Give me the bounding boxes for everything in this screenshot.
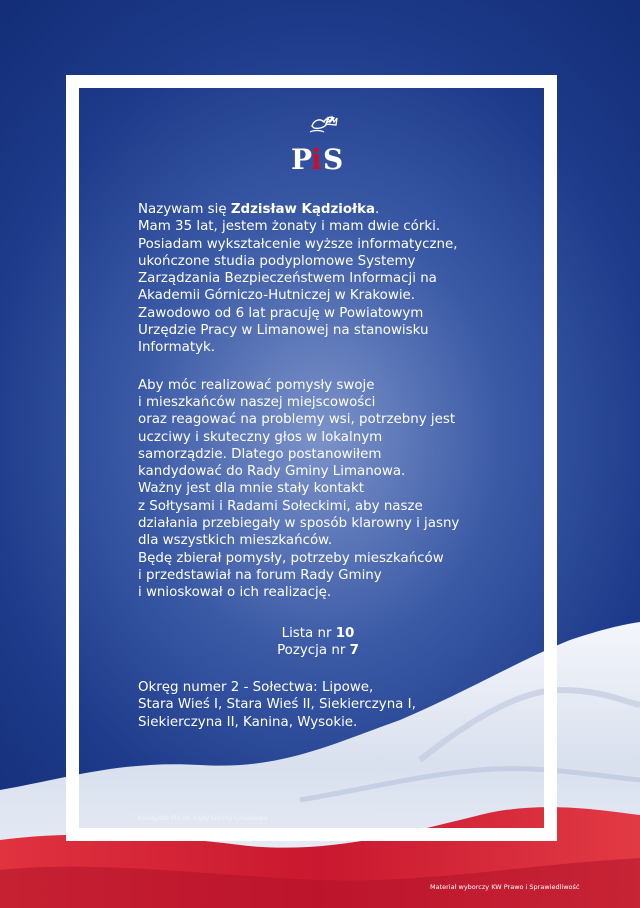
list-label: Lista nr: [281, 625, 336, 641]
position-value: 7: [349, 642, 359, 658]
pis-logo: [290, 112, 350, 174]
motivation-paragraph: Aby móc realizować pomysły swoje i mieszkańców naszej miejscowości oraz reagować na problemy wsi, potrzebny jest uczciwy i skuteczny głos w lokalnym samorządzie. Dlatego postanowiłem kandydować do Rady Gminy Limanowa. Ważny jest dla mnie stały kontakt z Sołtysami i Radami Sołeckimi, aby nasze działania przebiegały w sposób klarowny i jasny dla wszystkich mieszkańców. Będę zbierał pomysły, potrzeby mieszkańców i przedstawiał na forum Rady Gminy i wnioskował o ich realizację.: [138, 377, 460, 601]
footer-election-material: Materiał wyborczy KW Prawo i Sprawiedliwość: [430, 883, 580, 891]
svg-text:i: i: [311, 143, 322, 174]
footer-candidate-note: Kandydat PiS do Rady Gminy Limanowa: [138, 814, 268, 822]
position-label: Pozycja nr: [277, 642, 350, 658]
position-number: [138, 642, 498, 659]
intro-body: Mam 35 lat, jestem żonaty i mam dwie córki. Posiadam wykształcenie wyższe informatyczne, ukończone studia podyplomowe Systemy Zarządzania Bezpieczeństwem Informacji na Akademii Górniczo-Hutniczej w Krakowie. Zawodowo od 6 lat pracuję w Powiatowym Urzędzie Pracy w Limanowej na stanowisku Informatyk.: [138, 219, 458, 356]
district-paragraph: Okręg numer 2 - Sołectwa: Lipowe, Stara Wieś I, Stara Wieś II, Siekierczyna I, Siekierczyna II, Kanina, Wysokie.: [138, 680, 416, 730]
eagle-crown-logo-icon: [290, 112, 350, 174]
svg-text:S: S: [323, 143, 344, 174]
candidate-name: Zdzisław Kądziołka: [230, 202, 376, 217]
intro-post: .: [375, 202, 380, 217]
candidate-text: [138, 201, 498, 731]
list-value: 10: [335, 625, 355, 641]
intro-paragraph: [138, 201, 498, 218]
intro-pre: Nazywam się: [138, 202, 231, 217]
list-number: [138, 625, 498, 642]
svg-text:P: P: [291, 143, 313, 174]
